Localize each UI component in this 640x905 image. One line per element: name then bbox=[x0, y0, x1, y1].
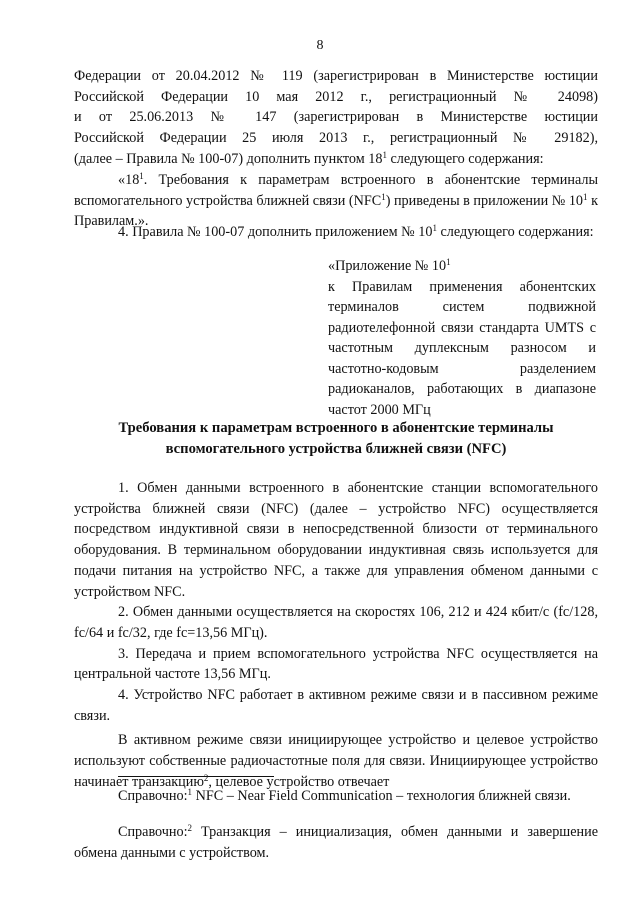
body-paragraphs bbox=[74, 478, 598, 793]
footnote-separator bbox=[118, 776, 274, 777]
footnote-1: Справочно:$^1$ NFC – Near Field Communication – технология ближней связи. bbox=[118, 787, 571, 804]
section-title: Требования к параметрам встроенного в абонентские терминалы вспомогательного устройства ближней связи (NFC) bbox=[118, 420, 554, 457]
intro-line-2: Российской Федерации 10 мая 2012 г., регистрационный № 24098) bbox=[74, 88, 598, 105]
intro-line-5: (далее – Правила № 100-07) дополнить пунктом $18^1$ следующего содержания: bbox=[74, 149, 544, 167]
quoted-paragraph-18-1: «$18^1$. Требования к параметрам встроенного в абонентские терминалы вспомогательного устройства ближней связи (NFC$^1$) приведены в приложении № $10^1$ к Правилам.». bbox=[74, 171, 598, 230]
page-number: 8 bbox=[316, 38, 324, 53]
intro-line-3: и от 25.06.2013 № 147 (зарегистрирован в Министерстве юстиции bbox=[74, 109, 598, 126]
paragraph-1: 1. Обмен данными встроенного в абонентские станции вспомогательного устройства ближней связи (NFC) (далее – устройство NFC) осуществляется посредством индуктивной связи в непосредственной близости от терминального оборудования. В терминальном оборудовании индуктивная связь используется для подачи питания на устройство NFC, а также для управления обменом данными с устройством NFC. bbox=[74, 480, 598, 600]
intro-line-1: Федерации от 20.04.2012 № 119 (зарегистрирован в Министерстве юстиции bbox=[74, 68, 598, 84]
intro-line-4: Российской Федерации 25 июля 2013 г., регистрационный № 29182), bbox=[74, 130, 598, 147]
paragraph-2: 2. Обмен данными осуществляется на скоростях 106, 212 и 424 кбит/с (fc/128, fc/64 и fc/32, где fc=13,56 МГц). bbox=[74, 604, 598, 641]
appendix-description: к Правилам применения абонентских терминалов систем подвижной радиотелефонной связи стандарта UMTS с частотным дуплексным разносом и частотно-кодовым разделением радиоканалов, работающих в диапазоне частот 2000 МГц bbox=[328, 278, 596, 418]
appendix-title: «Приложение № $10^1$ bbox=[328, 257, 451, 274]
paragraph-active-mode: В активном режиме связи инициирующее устройство и целевое устройство используют собственные радиочастотные поля для связи. Инициирующее устройство начинает транзакцию$^2$, целевое устройство отвечает bbox=[74, 732, 598, 790]
paragraph-4: 4. Устройство NFC работает в активном режиме связи и в пассивном режиме связи. bbox=[74, 687, 598, 724]
item-4-paragraph: 4. Правила № 100-07 дополнить приложением № $10^1$ следующего содержания: bbox=[118, 223, 594, 240]
paragraph-3: 3. Передача и прием вспомогательного устройства NFC осуществляется на центральной частоте 13,56 МГц. bbox=[74, 645, 598, 683]
appendix-header bbox=[328, 256, 596, 420]
intro-block bbox=[74, 66, 598, 170]
footnote-2: Справочно:$^2$ Транзакция – инициализация, обмен данными и завершение обмена данными с устройством. bbox=[74, 823, 598, 861]
